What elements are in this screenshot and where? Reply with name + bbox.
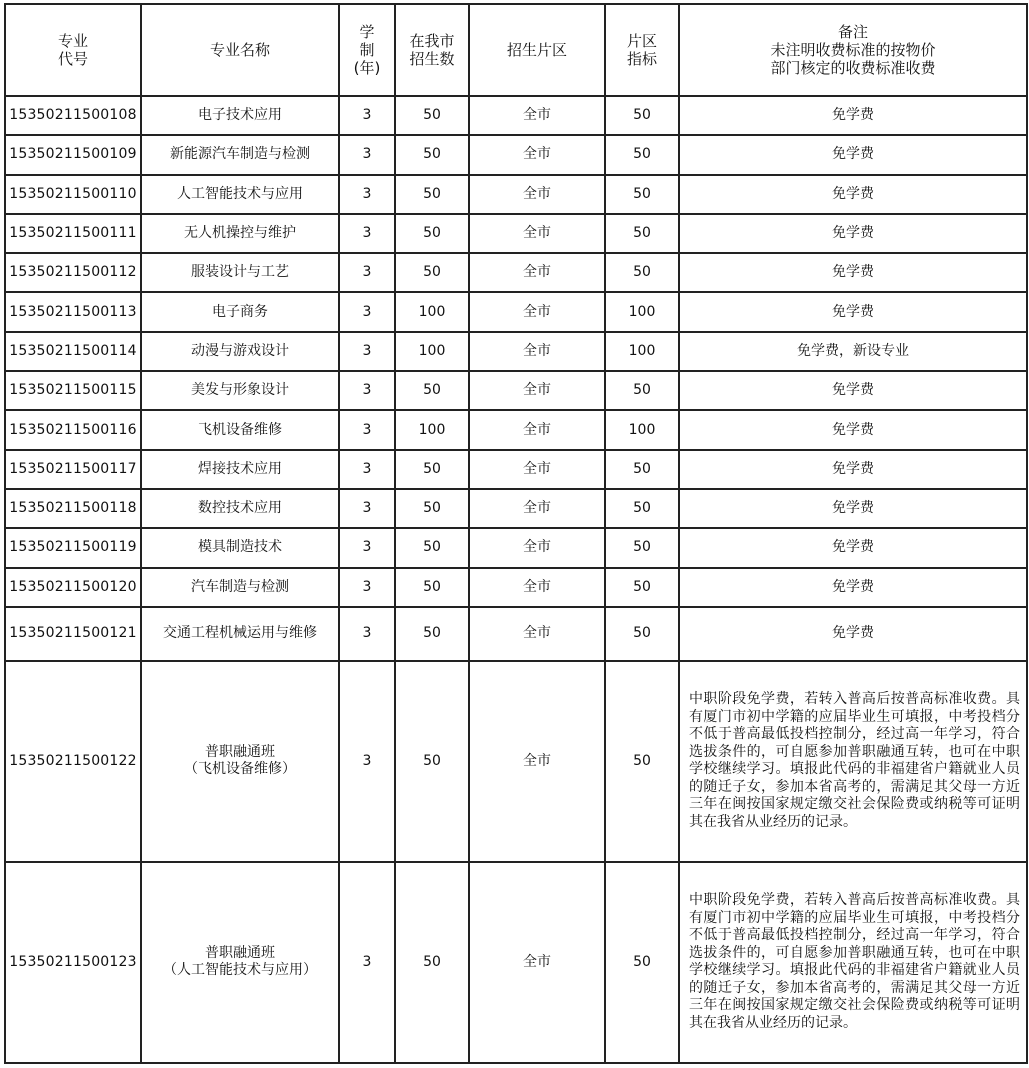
major-name: 电子商务 [141,292,339,331]
city-quota: 100 [395,292,469,331]
table-row [5,528,1027,567]
table-row [5,568,1027,607]
region-quota: 50 [605,489,679,528]
region: 全市 [469,489,605,528]
header-duration: 学 制 (年) [339,4,395,96]
major-code: 15350211500109 [5,135,141,174]
remark: 免学费 [679,175,1027,214]
region-quota: 100 [605,292,679,331]
duration: 3 [339,489,395,528]
remark: 免学费 [679,135,1027,174]
region-quota: 50 [605,371,679,410]
duration: 3 [339,568,395,607]
region: 全市 [469,607,605,661]
major-code: 15350211500110 [5,175,141,214]
table-row [5,135,1027,174]
remark: 中职阶段免学费，若转入普高后按普高标准收费。具有厦门市初中学籍的应届毕业生可填报，中考投档分不低于普高最低投档控制分，经过高一年学习，符合选拔条件的，可自愿参加普职融通互转，也可在中职学校继续学习。填报此代码的非福建省户籍就业人员的随迁子女，参加本省高考的，需满足其父母一方近三年在闽按国家规定缴交社会保险费或纳税等可证明其在我省从业经历的记录。 [679,661,1027,862]
table-row [5,410,1027,449]
major-name: 普职融通班 （飞机设备维修） [141,661,339,862]
major-code: 15350211500119 [5,528,141,567]
major-code: 15350211500116 [5,410,141,449]
remark: 免学费 [679,607,1027,661]
region-quota: 50 [605,214,679,253]
remark-title: 备注 [837,23,868,41]
remark: 免学费 [679,371,1027,410]
table-row [5,489,1027,528]
city-quota: 50 [395,175,469,214]
major-code: 15350211500113 [5,292,141,331]
remark-subtitle: 未注明收费标准的按物价 部门核定的收费标准收费 [770,41,936,77]
major-name: 焊接技术应用 [141,450,339,489]
major-code: 15350211500114 [5,332,141,371]
table-row [5,292,1027,331]
city-quota: 50 [395,661,469,862]
major-name: 电子技术应用 [141,96,339,135]
city-quota: 50 [395,607,469,661]
region: 全市 [469,214,605,253]
header-name: 专业名称 [141,4,339,96]
duration: 3 [339,450,395,489]
region-quota: 50 [605,253,679,292]
duration: 3 [339,661,395,862]
region: 全市 [469,96,605,135]
major-name: 服装设计与工艺 [141,253,339,292]
major-code: 15350211500115 [5,371,141,410]
region-quota: 50 [605,96,679,135]
remark: 免学费 [679,214,1027,253]
city-quota: 50 [395,568,469,607]
duration: 3 [339,175,395,214]
city-quota: 50 [395,96,469,135]
city-quota: 50 [395,862,469,1063]
duration: 3 [339,410,395,449]
duration: 3 [339,253,395,292]
region: 全市 [469,175,605,214]
enrollment-table [4,3,1028,1064]
remark: 免学费 [679,96,1027,135]
city-quota: 50 [395,253,469,292]
duration: 3 [339,332,395,371]
duration: 3 [339,292,395,331]
city-quota: 50 [395,528,469,567]
city-quota: 50 [395,371,469,410]
region: 全市 [469,253,605,292]
remark: 免学费 [679,410,1027,449]
table-row [5,862,1027,1063]
table-row [5,371,1027,410]
region-quota: 50 [605,135,679,174]
table-row [5,607,1027,661]
table-row [5,214,1027,253]
table-row [5,253,1027,292]
major-name: 数控技术应用 [141,489,339,528]
table-row [5,661,1027,862]
major-code: 15350211500108 [5,96,141,135]
city-quota: 50 [395,214,469,253]
remark: 免学费 [679,489,1027,528]
region: 全市 [469,332,605,371]
major-name: 交通工程机械运用与维修 [141,607,339,661]
table-row [5,450,1027,489]
remark: 免学费，新设专业 [679,332,1027,371]
city-quota: 50 [395,450,469,489]
major-code: 15350211500112 [5,253,141,292]
region: 全市 [469,568,605,607]
duration: 3 [339,862,395,1063]
header-region: 招生片区 [469,4,605,96]
region: 全市 [469,528,605,567]
major-name: 动漫与游戏设计 [141,332,339,371]
major-code: 15350211500121 [5,607,141,661]
remark: 免学费 [679,450,1027,489]
region-quota: 50 [605,568,679,607]
header-row [5,4,1027,96]
remark: 免学费 [679,292,1027,331]
major-code: 15350211500122 [5,661,141,862]
region-quota: 50 [605,450,679,489]
region-quota: 50 [605,661,679,862]
city-quota: 100 [395,332,469,371]
header-city-quota: 在我市 招生数 [395,4,469,96]
region: 全市 [469,292,605,331]
region: 全市 [469,661,605,862]
major-code: 15350211500118 [5,489,141,528]
duration: 3 [339,135,395,174]
major-name: 美发与形象设计 [141,371,339,410]
major-code: 15350211500123 [5,862,141,1063]
region-quota: 100 [605,410,679,449]
duration: 3 [339,371,395,410]
table-row [5,332,1027,371]
major-name: 模具制造技术 [141,528,339,567]
header-region-quota: 片区 指标 [605,4,679,96]
major-name: 人工智能技术与应用 [141,175,339,214]
region-quota: 50 [605,528,679,567]
region: 全市 [469,371,605,410]
major-name: 汽车制造与检测 [141,568,339,607]
major-code: 15350211500117 [5,450,141,489]
header-code: 专业 代号 [5,4,141,96]
region-quota: 50 [605,607,679,661]
remark: 中职阶段免学费，若转入普高后按普高标准收费。具有厦门市初中学籍的应届毕业生可填报，中考投档分不低于普高最低投档控制分，经过高一年学习，符合选拔条件的，可自愿参加普职融通互转，也可在中职学校继续学习。填报此代码的非福建省户籍就业人员的随迁子女，参加本省高考的，需满足其父母一方近三年在闽按国家规定缴交社会保险费或纳税等可证明其在我省从业经历的记录。 [679,862,1027,1063]
table-row [5,175,1027,214]
remark: 免学费 [679,568,1027,607]
duration: 3 [339,528,395,567]
region: 全市 [469,450,605,489]
city-quota: 50 [395,135,469,174]
region: 全市 [469,862,605,1063]
region-quota: 100 [605,332,679,371]
major-code: 15350211500111 [5,214,141,253]
region-quota: 50 [605,862,679,1063]
region: 全市 [469,410,605,449]
city-quota: 100 [395,410,469,449]
major-name: 飞机设备维修 [141,410,339,449]
region: 全市 [469,135,605,174]
header-remark [679,4,1027,96]
region-quota: 50 [605,175,679,214]
major-name: 无人机操控与维护 [141,214,339,253]
duration: 3 [339,96,395,135]
remark: 免学费 [679,253,1027,292]
major-code: 15350211500120 [5,568,141,607]
major-name: 新能源汽车制造与检测 [141,135,339,174]
major-name: 普职融通班 （人工智能技术与应用） [141,862,339,1063]
duration: 3 [339,214,395,253]
remark: 免学费 [679,528,1027,567]
duration: 3 [339,607,395,661]
city-quota: 50 [395,489,469,528]
table-row [5,96,1027,135]
